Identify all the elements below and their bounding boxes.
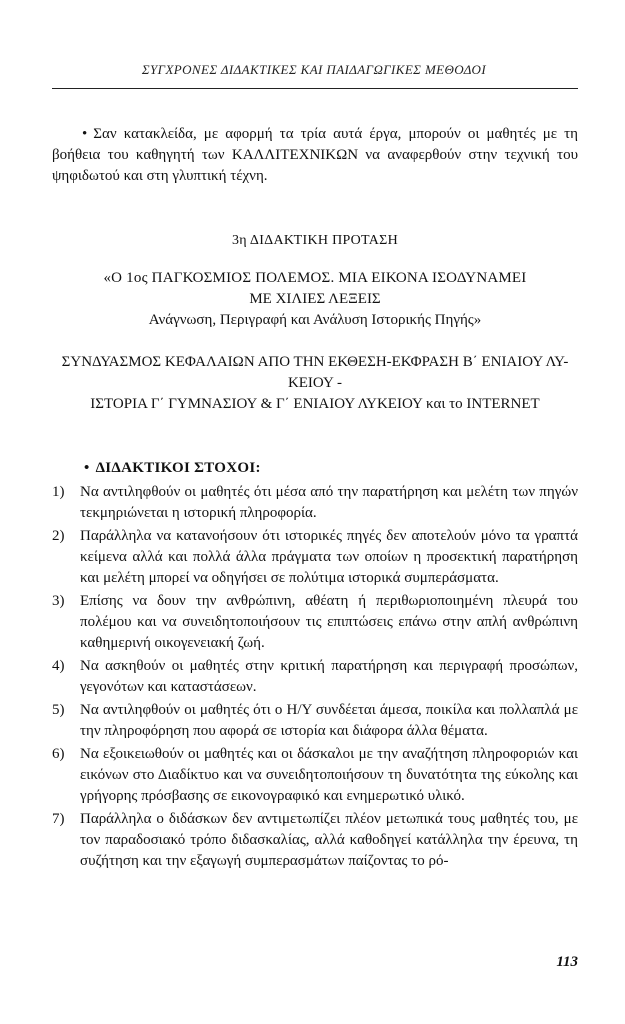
combination-line-3: ΙΣΤΟΡΙΑ Γ΄ ΓΥΜΝΑΣΙΟΥ & Γ΄ ΕΝΙΑΙΟΥ ΛΥΚΕΙΟΥ και το INTERNET [90, 396, 540, 412]
item-text: Να αντιληφθούν οι μαθητές ότι μέσα από την παρατήρηση και μελέτη των πηγών τεκμηριώνεται η ιστορική πληροφορία. [80, 484, 578, 521]
objectives-heading-text: ΔΙΔΑΚΤΙΚΟΙ ΣΤΟΧΟΙ: [95, 460, 261, 476]
combination-line-1: ΣΥΝΔΥΑΣΜΟΣ ΚΕΦΑΛΑΙΩΝ ΑΠΟ ΤΗΝ ΕΚΘΕΣΗ-ΕΚΦΡΑΣΗ Β΄ ΕΝΙΑΙΟΥ ΛΥ- [61, 354, 569, 370]
lesson-title-line-3: Ανάγνωση, Περιγραφή και Ανάλυση Ιστορικής Πηγής» [148, 312, 482, 328]
lesson-title [52, 268, 578, 331]
item-number: 2) [52, 528, 65, 544]
item-number: 5) [52, 702, 65, 718]
list-item [52, 482, 578, 524]
item-number: 4) [52, 658, 65, 674]
item-text: Επίσης να δουν την ανθρώπινη, αθέατη ή περιθωριοποιημένη πλευρά του πολέμου και να συνειδητοποιήσουν τις επιπτώσεις επάνω στην απλή ανθρώπινη καθημερινή οικογενειακή ζωή. [80, 593, 578, 651]
intro-text: Σαν κατακλείδα, με αφορμή τα τρία αυτά έργα, μπορούν οι μαθητές με τη βοήθεια του καθηγητή των ΚΑΛΛΙΤΕΧΝΙΚΩΝ να αναφερθούν στην τεχνική του ψηφιδωτού και στη γλυπτική τέχνη. [52, 126, 578, 184]
list-item [52, 809, 578, 872]
item-text: Παράλληλα ο διδάσκων δεν αντιμετωπίζει πλέον μετωπικά τους μαθητές του, με τον παραδοσιακό τρόπο διδασκαλίας, αλλά καθοδηγεί κατάλληλα την έρευνα, τη συζήτηση και την εξαγωγή συμπερασμάτων παίζοντας το ρό- [80, 811, 578, 869]
header-rule [52, 88, 578, 89]
list-item [52, 591, 578, 654]
item-text: Να αντιληφθούν οι μαθητές ότι ο Η/Υ συνδέεται άμεσα, ποικίλα και πολλαπλά με την πληροφόρηση που αφορά σε ιστορία και διάφορα άλλα θέματα. [80, 702, 578, 739]
item-number: 1) [52, 484, 65, 500]
proposal-heading: 3η ΔΙΔΑΚΤΙΚΗ ΠΡΟΤΑΣΗ [231, 233, 399, 248]
item-text: Να εξοικειωθούν οι μαθητές και οι δάσκαλοι με την αναζήτηση πληροφοριών και εικόνων στο Διαδίκτυο και να συνειδητοποιήσουν τη δυνατότητα της εύκολης και γρήγορης πρόσβασης σε εικονογραφικό και ενημερωτικό υλικό. [80, 746, 578, 804]
lesson-title-line-1: «Ο 1ος ΠΑΓΚΟΣΜΙΟΣ ΠΟΛΕΜΟΣ. ΜΙΑ ΕΙΚΟΝΑ ΙΣΟΔΥΝΑΜΕΙ [103, 270, 527, 286]
item-number: 7) [52, 811, 65, 827]
list-item [52, 526, 578, 589]
combination-line-2: ΚΕΙΟΥ - [287, 375, 343, 391]
running-header: ΣΥΓΧΡΟΝΕΣ ΔΙΔΑΚΤΙΚΕΣ ΚΑΙ ΠΑΙΔΑΓΩΓΙΚΕΣ ΜΕΘΟΔΟΙ [141, 62, 487, 77]
item-number: 6) [52, 746, 65, 762]
objectives-list [52, 482, 578, 874]
list-item [52, 700, 578, 742]
intro-paragraph [52, 124, 578, 187]
item-text: Παράλληλα να κατανοήσουν ότι ιστορικές πηγές δεν αποτελούν μόνο τα γραπτά κείμενα αλλά και πολλά άλλα πράγματα των οποίων η προσεκτική παρατήρηση και μελέτη μπορεί να οδηγήσει σε πολύτιμα ιστορικά συμπεράσματα. [80, 528, 578, 586]
list-item [52, 744, 578, 807]
list-item [52, 656, 578, 698]
objectives-heading [84, 460, 261, 477]
item-text: Να ασκηθούν οι μαθητές στην κριτική παρατήρηση και περιγραφή προσώπων, γεγονότων και καταστάσεων. [80, 658, 578, 695]
item-number: 3) [52, 593, 65, 609]
lesson-title-line-2: ΜΕ ΧΙΛΙΕΣ ΛΕΞΕΙΣ [249, 291, 381, 307]
chapter-combination [52, 352, 578, 415]
page-number: 113 [556, 954, 578, 970]
